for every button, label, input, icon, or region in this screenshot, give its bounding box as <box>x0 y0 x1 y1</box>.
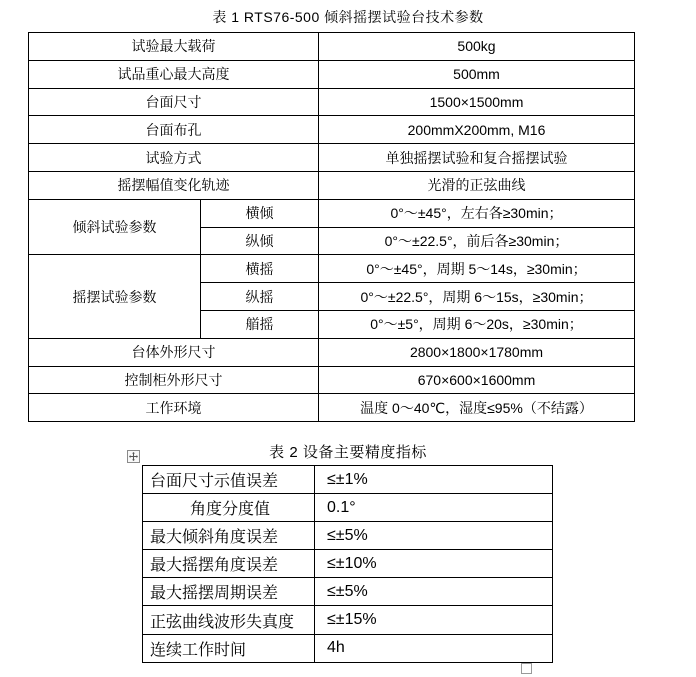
table-row <box>29 88 635 116</box>
table-row <box>29 366 635 394</box>
t2-value-cell: ≤±5% <box>315 578 553 606</box>
t2-value-cell: 4h <box>315 634 553 662</box>
table-row <box>29 255 635 283</box>
t1-value-cell: 单独摇摆试验和复合摇摆试验 <box>319 144 635 172</box>
t1-label-cell: 工作环境 <box>29 394 319 422</box>
t1-value-cell: 温度 0～40℃，湿度≤95%（不结露） <box>319 394 635 422</box>
t1-label-cell: 试验方式 <box>29 144 319 172</box>
table-row <box>143 494 553 522</box>
table-row <box>29 116 635 144</box>
t2-label-cell: 正弦曲线波形失真度 <box>143 606 315 634</box>
t2-label-cell: 最大摇摆角度误差 <box>143 550 315 578</box>
t2-label-cell: 台面尺寸示值误差 <box>143 466 315 494</box>
table-row <box>29 144 635 172</box>
t1-label-cell: 摇摆幅值变化轨迹 <box>29 171 319 199</box>
t2-value-cell: ≤±1% <box>315 466 553 494</box>
t1-group-cell: 摇摆试验参数 <box>29 255 201 338</box>
t1-sublabel-cell: 纵摇 <box>201 283 319 311</box>
t2-label-cell: 最大倾斜角度误差 <box>143 522 315 550</box>
t2-value-cell: ≤±15% <box>315 606 553 634</box>
t1-value-cell: 670×600×1600mm <box>319 366 635 394</box>
table-row <box>143 466 553 494</box>
t1-value-cell: 2800×1800×1780mm <box>319 338 635 366</box>
t1-value-cell: 0°～±22.5°，周期 6～15s，≥30min； <box>319 283 635 311</box>
table2-caption: 表 2 设备主要精度指标 <box>269 444 427 461</box>
t1-value-cell: 500mm <box>319 60 635 88</box>
table2-resize-handle[interactable] <box>521 663 532 674</box>
t1-label-cell: 试验最大载荷 <box>29 33 319 61</box>
t1-value-cell: 500kg <box>319 33 635 61</box>
t2-label-cell: 连续工作时间 <box>143 634 315 662</box>
t1-value-cell: 0°～±45°，周期 5～14s，≥30min； <box>319 255 635 283</box>
t1-label-cell: 台面尺寸 <box>29 88 319 116</box>
table-row <box>29 171 635 199</box>
table2-move-handle[interactable] <box>127 450 140 463</box>
t1-sublabel-cell: 横摇 <box>201 255 319 283</box>
table-row <box>29 199 635 227</box>
t2-value-cell: ≤±10% <box>315 550 553 578</box>
move-icon <box>129 452 138 461</box>
table-row <box>29 338 635 366</box>
t2-value-cell: 0.1° <box>315 494 553 522</box>
t1-value-cell: 1500×1500mm <box>319 88 635 116</box>
table-row <box>143 550 553 578</box>
table1-caption: 表 1 RTS76-500 倾斜摇摆试验台技术参数 <box>212 9 484 25</box>
table-row <box>143 578 553 606</box>
t1-label-cell: 台体外形尺寸 <box>29 338 319 366</box>
table-row <box>143 606 553 634</box>
t1-label-cell: 试品重心最大高度 <box>29 60 319 88</box>
table-row <box>143 522 553 550</box>
t1-value-cell: 0°～±22.5°，前后各≥30min； <box>319 227 635 255</box>
t1-value-cell: 光滑的正弦曲线 <box>319 171 635 199</box>
t2-value-cell: ≤±5% <box>315 522 553 550</box>
table1-technical-parameters <box>28 32 635 422</box>
t1-label-cell: 台面布孔 <box>29 116 319 144</box>
t2-label-cell: 最大摇摆周期误差 <box>143 578 315 606</box>
table-row <box>29 33 635 61</box>
table2-precision-indicators <box>142 465 553 663</box>
t1-value-cell: 200mmX200mm, M16 <box>319 116 635 144</box>
t1-value-cell: 0°～±5°，周期 6～20s，≥30min； <box>319 310 635 338</box>
t1-sublabel-cell: 横倾 <box>201 199 319 227</box>
table-row <box>29 394 635 422</box>
t1-sublabel-cell: 艏摇 <box>201 310 319 338</box>
t1-sublabel-cell: 纵倾 <box>201 227 319 255</box>
table-row <box>143 634 553 662</box>
t1-label-cell: 控制柜外形尺寸 <box>29 366 319 394</box>
t2-label-cell: 角度分度值 <box>143 494 315 522</box>
t1-group-cell: 倾斜试验参数 <box>29 199 201 255</box>
t1-value-cell: 0°～±45°，左右各≥30min； <box>319 199 635 227</box>
table-row <box>29 60 635 88</box>
